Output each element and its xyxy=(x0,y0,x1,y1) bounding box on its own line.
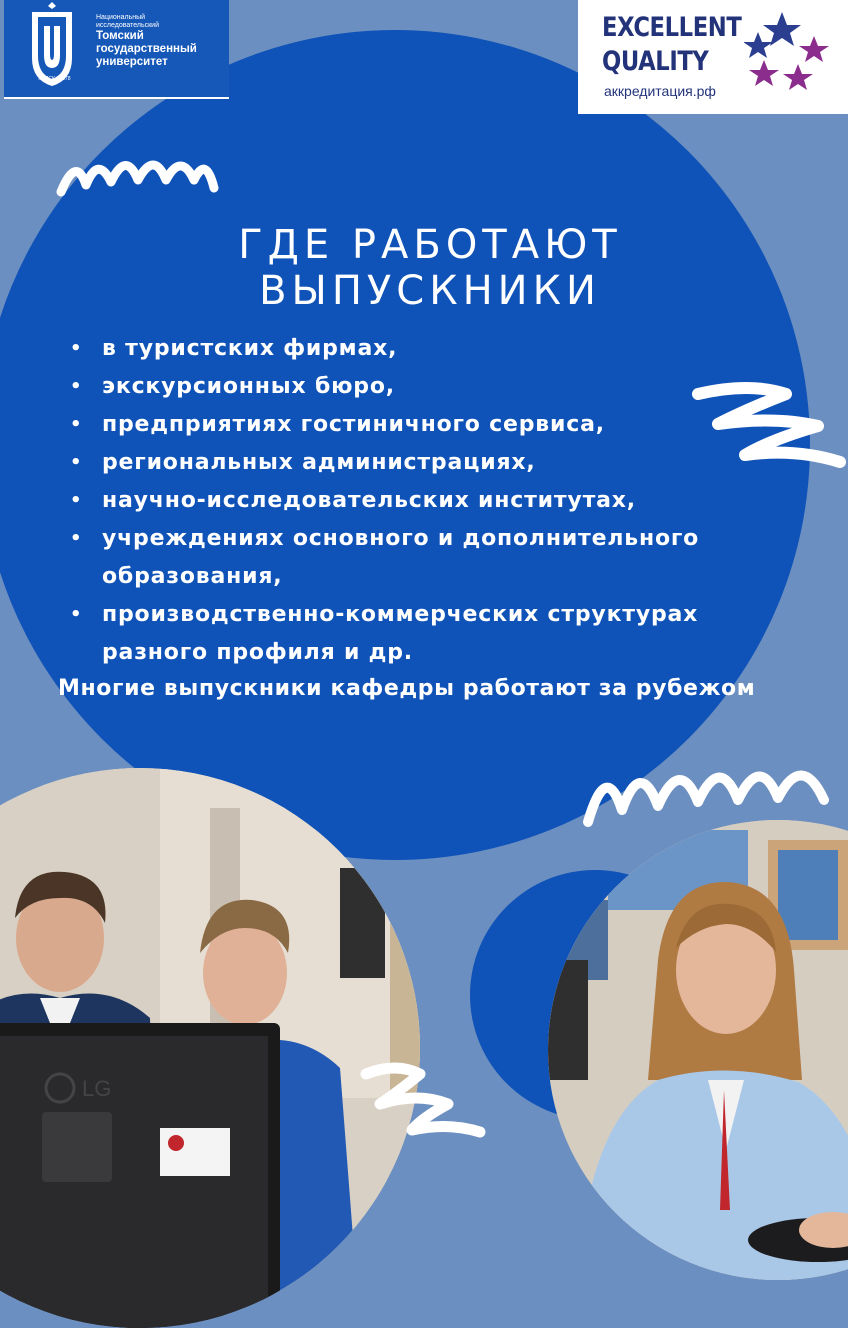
accreditation-logo[interactable] xyxy=(578,0,848,114)
list-item-text: предприятиях гостиничного сервиса, xyxy=(102,412,605,437)
tsu-logo[interactable] xyxy=(4,0,229,99)
scribble-bottom-center-icon xyxy=(356,1048,491,1142)
tsu-seal-text: ТОМСК · 1878 xyxy=(37,76,71,82)
list-item xyxy=(70,330,810,368)
list-item xyxy=(70,596,752,672)
list-item-text: экскурсионных бюро, xyxy=(102,374,395,399)
list-item xyxy=(70,444,810,482)
list-item xyxy=(70,482,810,520)
monitor-brand: LG xyxy=(82,1076,112,1101)
abroad-note: Многие выпускники кафедры работают за рубежом xyxy=(58,676,756,701)
quality-text: QUALITY xyxy=(602,46,709,77)
list-item-text: региональных администрациях, xyxy=(102,450,536,475)
tsu-tagline: Национальный исследовательский xyxy=(96,14,159,29)
list-item xyxy=(70,406,810,444)
workplaces-list xyxy=(70,330,810,672)
list-item-text: в туристских фирмах, xyxy=(102,336,398,361)
page-title: ГДЕ РАБОТАЮТ ВЫПУСКНИКИ xyxy=(238,222,622,314)
accreditation-site: аккредитация.рф xyxy=(604,83,716,99)
list-item-text: научно-исследовательских институтах, xyxy=(102,488,636,513)
excellent-text: EXCELLENT xyxy=(602,12,742,43)
tsu-name: Томский государственный университет xyxy=(96,30,197,68)
scribble-bottom-right-icon xyxy=(582,740,834,832)
list-item-text: производственно-коммерческих структурах разного профиля и др. xyxy=(102,602,699,665)
stars-icon xyxy=(744,10,834,100)
list-item-text: учреждениях основного и дополнительного образования, xyxy=(102,526,700,589)
list-item xyxy=(70,520,752,596)
scribble-top-left-icon xyxy=(56,140,221,200)
list-item xyxy=(70,368,810,406)
